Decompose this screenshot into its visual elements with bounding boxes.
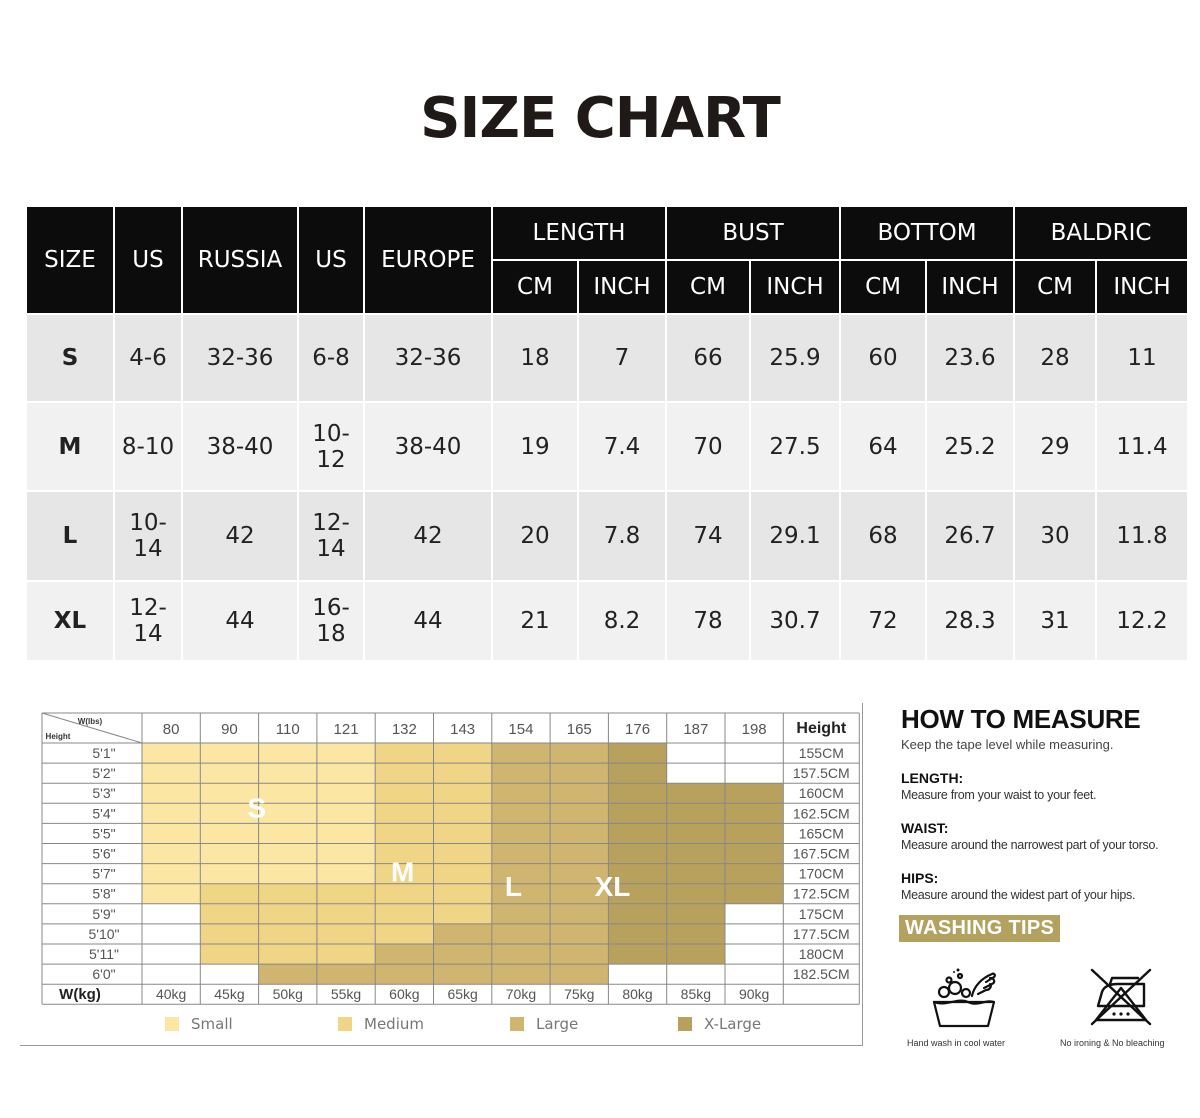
bust-cm-cell: 66 xyxy=(666,314,750,402)
grid-cell xyxy=(550,823,608,843)
hips-label: HIPS: xyxy=(901,870,939,886)
grid-cell xyxy=(317,823,375,843)
lbs-header: 198 xyxy=(741,721,767,738)
grid-cell xyxy=(434,844,492,864)
height-ft-label: 5'10" xyxy=(88,925,120,942)
grid-cell xyxy=(317,783,375,803)
legend-swatch-large xyxy=(510,1017,524,1031)
height-cm-label: 177.5CM xyxy=(792,925,850,942)
grid-cell xyxy=(434,803,492,823)
us-cell-2: 12-14 xyxy=(298,491,364,581)
russia-cell: 32-36 xyxy=(182,314,298,402)
grid-cell xyxy=(259,783,317,803)
baldric-cm-cell: 30 xyxy=(1014,491,1096,581)
grid-cell xyxy=(317,964,375,984)
bottom-inch-cell: 26.7 xyxy=(926,491,1014,581)
grid-cell xyxy=(492,964,550,984)
header-inch: INCH xyxy=(1096,260,1188,314)
grid-cell xyxy=(142,743,200,763)
us-cell: 8-10 xyxy=(114,402,182,491)
grid-cell xyxy=(434,783,492,803)
legend-label: Large xyxy=(536,1015,579,1033)
bust-inch-cell: 27.5 xyxy=(750,402,840,491)
legend-swatch-medium xyxy=(338,1017,352,1031)
kg-label: 70kg xyxy=(505,986,537,1003)
header-cm: CM xyxy=(840,260,926,314)
height-weight-chart xyxy=(20,703,863,1046)
height-cm-label: 155CM xyxy=(798,745,844,761)
grid-cell xyxy=(667,904,725,924)
grid-cell xyxy=(142,884,200,904)
how-to-measure xyxy=(901,704,1200,902)
grid-cell xyxy=(142,844,200,864)
grid-cell xyxy=(434,904,492,924)
grid-cell xyxy=(317,884,375,904)
grid-cell xyxy=(259,823,317,843)
lbs-header: 143 xyxy=(450,721,476,738)
grid-cell xyxy=(142,803,200,823)
grid-cell xyxy=(317,864,375,884)
grid-cell xyxy=(608,964,666,984)
header-inch: INCH xyxy=(750,260,840,314)
grid-cell xyxy=(200,944,258,964)
lbs-header: 154 xyxy=(508,721,534,738)
grid-cell xyxy=(375,823,433,843)
russia-cell: 42 xyxy=(182,491,298,581)
grid-cell xyxy=(434,924,492,944)
grid-cell xyxy=(667,743,725,763)
grid-cell xyxy=(259,944,317,964)
grid-cell xyxy=(667,884,725,904)
bottom-inch-cell: 25.2 xyxy=(926,402,1014,491)
height-cm-label: 180CM xyxy=(798,946,844,962)
corner-lbs-label: W(lbs) xyxy=(77,717,103,726)
grid-cell xyxy=(667,763,725,783)
grid-cell xyxy=(608,783,666,803)
us-cell-2: 6-8 xyxy=(298,314,364,402)
grid-cell xyxy=(434,964,492,984)
height-ft-label: 5'3" xyxy=(92,785,116,802)
legend-swatch-small xyxy=(165,1017,179,1031)
russia-cell: 44 xyxy=(182,581,298,661)
corner-height-label: Height xyxy=(45,732,71,741)
header-baldric: BALDRIC xyxy=(1014,206,1188,260)
grid-cell xyxy=(725,944,783,964)
height-ft-label: 5'2" xyxy=(92,765,116,782)
kg-label: 50kg xyxy=(272,986,303,1003)
grid-cell xyxy=(375,924,433,944)
length-cm-cell: 21 xyxy=(492,581,578,661)
length-inch-cell: 7.8 xyxy=(578,491,666,581)
legend-large xyxy=(510,1015,578,1033)
grid-cell xyxy=(667,944,725,964)
baldric-cm-cell: 29 xyxy=(1014,402,1096,491)
grid-cell xyxy=(375,743,433,763)
grid-cell xyxy=(142,763,200,783)
grid-cell xyxy=(259,884,317,904)
grid-cell xyxy=(725,763,783,783)
grid-cell xyxy=(142,864,200,884)
height-weight-grid xyxy=(20,703,862,1045)
header-europe: EUROPE xyxy=(364,206,492,314)
kg-label: 90kg xyxy=(738,986,770,1003)
length-inch-cell: 7 xyxy=(578,314,666,402)
grid-cell xyxy=(200,823,258,843)
baldric-inch-cell: 12.2 xyxy=(1096,581,1188,661)
grid-cell xyxy=(667,823,725,843)
height-cm-label: 167.5CM xyxy=(792,845,850,862)
header-inch: INCH xyxy=(926,260,1014,314)
grid-cell xyxy=(725,803,783,823)
kg-header: W(kg) xyxy=(59,986,101,1004)
grid-cell xyxy=(667,864,725,884)
bottom-cm-cell: 72 xyxy=(840,581,926,661)
grid-cell xyxy=(608,904,666,924)
region-label-s: S xyxy=(247,792,267,824)
height-cm-label: 175CM xyxy=(798,905,844,922)
grid-cell xyxy=(492,823,550,843)
kg-label: 65kg xyxy=(447,986,478,1003)
header-russia: RUSSIA xyxy=(182,206,298,314)
baldric-inch-cell: 11 xyxy=(1096,314,1188,402)
grid-cell xyxy=(492,803,550,823)
region-label-xl: XL xyxy=(594,870,631,902)
europe-cell: 42 xyxy=(364,491,492,581)
how-to-measure-subtitle: Keep the tape level while measuring. xyxy=(901,737,1114,752)
europe-cell: 44 xyxy=(364,581,492,661)
grid-cell xyxy=(142,944,200,964)
length-inch-cell: 8.2 xyxy=(578,581,666,661)
grid-cell xyxy=(725,783,783,803)
grid-cell xyxy=(492,783,550,803)
height-ft-label: 5'8" xyxy=(92,885,116,902)
grid-cell xyxy=(667,964,725,984)
size-table xyxy=(25,205,1189,662)
height-cm-label: 157.5CM xyxy=(792,765,850,782)
grid-cell xyxy=(200,884,258,904)
legend-label: Small xyxy=(191,1015,233,1033)
no-iron-caption: No ironing & No bleaching xyxy=(1060,1038,1165,1048)
grid-cell xyxy=(608,924,666,944)
legend-label: X-Large xyxy=(704,1015,762,1033)
grid-cell xyxy=(492,904,550,924)
grid-cell xyxy=(259,904,317,924)
length-cm-cell: 19 xyxy=(492,402,578,491)
grid-cell xyxy=(550,944,608,964)
table-row xyxy=(26,314,1188,402)
grid-cell xyxy=(725,924,783,944)
bottom-inch-cell: 28.3 xyxy=(926,581,1014,661)
grid-cell xyxy=(492,743,550,763)
bottom-cm-cell: 68 xyxy=(840,491,926,581)
legend-small xyxy=(165,1015,233,1033)
grid-cell xyxy=(200,964,258,984)
grid-cell xyxy=(317,803,375,823)
lbs-header: 165 xyxy=(566,721,592,738)
height-cm-label: 165CM xyxy=(798,825,844,842)
lbs-header: 80 xyxy=(162,721,180,738)
us-cell-2: 10-12 xyxy=(298,402,364,491)
grid-cell xyxy=(142,823,200,843)
grid-cell xyxy=(725,743,783,763)
lbs-header: 176 xyxy=(625,721,651,738)
washing-tips-title: WASHING TIPS xyxy=(899,915,1060,942)
us-cell: 12-14 xyxy=(114,581,182,661)
grid-cell xyxy=(317,743,375,763)
legend-x-large xyxy=(678,1015,761,1033)
length-description: Measure from your waist to your feet. xyxy=(901,788,1097,802)
size-cell: XL xyxy=(26,581,114,661)
grid-cell xyxy=(492,944,550,964)
height-ft-label: 5'1" xyxy=(92,745,116,761)
height-cm-label: 160CM xyxy=(798,785,844,802)
grid-cell xyxy=(608,763,666,783)
grid-cell xyxy=(259,803,317,823)
height-header: Height xyxy=(796,720,847,737)
header-us: US xyxy=(114,206,182,314)
kg-label: 55kg xyxy=(330,986,362,1003)
europe-cell: 38-40 xyxy=(364,402,492,491)
grid-cell xyxy=(142,924,200,944)
header-inch: INCH xyxy=(578,260,666,314)
lbs-header: 110 xyxy=(275,721,300,738)
grid-cell xyxy=(725,864,783,884)
us-cell: 10-14 xyxy=(114,491,182,581)
grid-cell xyxy=(317,844,375,864)
length-inch-cell: 7.4 xyxy=(578,402,666,491)
size-cell: M xyxy=(26,402,114,491)
grid-cell xyxy=(667,783,725,803)
grid-cell xyxy=(550,924,608,944)
height-ft-label: 5'4" xyxy=(92,805,116,822)
grid-cell xyxy=(550,803,608,823)
length-label: LENGTH: xyxy=(901,770,964,786)
hand-wash-icon xyxy=(928,966,1000,1036)
header-bottom: BOTTOM xyxy=(840,206,1014,260)
length-cm-cell: 20 xyxy=(492,491,578,581)
table-row xyxy=(26,491,1188,581)
hips-description: Measure around the widest part of your hips. xyxy=(901,888,1136,902)
how-to-measure-title: HOW TO MEASURE xyxy=(901,704,1141,734)
grid-cell xyxy=(200,763,258,783)
grid-cell xyxy=(492,924,550,944)
grid-cell xyxy=(317,944,375,964)
bottom-inch-cell: 23.6 xyxy=(926,314,1014,402)
bottom-cm-cell: 64 xyxy=(840,402,926,491)
height-ft-label: 5'11" xyxy=(89,946,119,962)
grid-cell xyxy=(142,904,200,924)
grid-cell xyxy=(725,844,783,864)
kg-label: 75kg xyxy=(564,986,595,1003)
region-label-m: M xyxy=(390,856,415,888)
grid-cell xyxy=(317,763,375,783)
grid-cell xyxy=(725,904,783,924)
grid-cell xyxy=(667,844,725,864)
grid-cell xyxy=(434,944,492,964)
grid-cell xyxy=(725,823,783,843)
grid-cell xyxy=(375,763,433,783)
grid-cell xyxy=(608,743,666,763)
grid-cell xyxy=(550,844,608,864)
grid-cell xyxy=(434,743,492,763)
kg-label: 60kg xyxy=(389,986,420,1003)
size-cell: S xyxy=(26,314,114,402)
grid-cell xyxy=(259,864,317,884)
height-ft-label: 5'5" xyxy=(92,825,116,842)
grid-cell xyxy=(200,743,258,763)
page-title: SIZE CHART xyxy=(420,86,780,151)
kg-label: 80kg xyxy=(622,986,653,1003)
kg-label: 85kg xyxy=(680,986,712,1003)
height-cm-label: 170CM xyxy=(798,865,844,882)
grid-cell xyxy=(550,763,608,783)
lbs-header: 121 xyxy=(333,721,359,738)
waist-label: WAIST: xyxy=(901,820,949,836)
grid-cell xyxy=(725,884,783,904)
baldric-inch-cell: 11.4 xyxy=(1096,402,1188,491)
grid-cell xyxy=(200,844,258,864)
legend-medium xyxy=(338,1015,424,1033)
grid-cell xyxy=(667,803,725,823)
grid-cell xyxy=(434,884,492,904)
height-ft-label: 5'6" xyxy=(92,845,116,862)
grid-cell xyxy=(200,904,258,924)
grid-cell xyxy=(725,964,783,984)
height-ft-label: 5'7" xyxy=(92,865,116,882)
grid-cell xyxy=(317,924,375,944)
grid-cell xyxy=(142,964,200,984)
us-cell-2: 16-18 xyxy=(298,581,364,661)
table-row xyxy=(26,402,1188,491)
grid-cell xyxy=(434,864,492,884)
baldric-cm-cell: 31 xyxy=(1014,581,1096,661)
baldric-cm-cell: 28 xyxy=(1014,314,1096,402)
grid-cell xyxy=(550,783,608,803)
bust-cm-cell: 74 xyxy=(666,491,750,581)
grid-cell xyxy=(200,864,258,884)
bottom-cm-cell: 60 xyxy=(840,314,926,402)
header-cm: CM xyxy=(1014,260,1096,314)
grid-cell xyxy=(608,823,666,843)
grid-cell xyxy=(259,844,317,864)
length-cm-cell: 18 xyxy=(492,314,578,402)
bust-cm-cell: 78 xyxy=(666,581,750,661)
legend-swatch-x-large xyxy=(678,1017,692,1031)
grid-cell xyxy=(259,763,317,783)
grid-cell xyxy=(550,743,608,763)
baldric-inch-cell: 11.8 xyxy=(1096,491,1188,581)
grid-cell xyxy=(434,823,492,843)
bust-inch-cell: 29.1 xyxy=(750,491,840,581)
height-cm-label: 182.5CM xyxy=(792,966,850,983)
grid-cell xyxy=(259,924,317,944)
grid-cell xyxy=(492,844,550,864)
grid-cell xyxy=(492,763,550,783)
header-us-2: US xyxy=(298,206,364,314)
height-cm-label: 162.5CM xyxy=(792,805,850,822)
header-cm: CM xyxy=(666,260,750,314)
bust-cm-cell: 70 xyxy=(666,402,750,491)
region-label-l: L xyxy=(504,870,522,902)
height-cm-label: 172.5CM xyxy=(792,885,850,902)
header-cm: CM xyxy=(492,260,578,314)
europe-cell: 32-36 xyxy=(364,314,492,402)
bust-inch-cell: 30.7 xyxy=(750,581,840,661)
grid-cell xyxy=(375,803,433,823)
kg-label: 40kg xyxy=(155,986,187,1003)
russia-cell: 38-40 xyxy=(182,402,298,491)
grid-cell xyxy=(200,924,258,944)
waist-description: Measure around the narrowest part of your torso. xyxy=(901,838,1159,852)
grid-cell xyxy=(317,904,375,924)
grid-cell xyxy=(375,783,433,803)
grid-cell xyxy=(142,783,200,803)
hand-wash-caption: Hand wash in cool water xyxy=(907,1038,1006,1048)
table-row xyxy=(26,581,1188,661)
lbs-header: 90 xyxy=(221,721,238,738)
legend-label: Medium xyxy=(364,1015,424,1033)
grid-cell xyxy=(434,763,492,783)
grid-cell xyxy=(375,904,433,924)
header-bust: BUST xyxy=(666,206,840,260)
bust-inch-cell: 25.9 xyxy=(750,314,840,402)
grid-cell xyxy=(375,964,433,984)
size-cell: L xyxy=(26,491,114,581)
us-cell: 4-6 xyxy=(114,314,182,402)
grid-cell xyxy=(259,964,317,984)
grid-cell xyxy=(259,743,317,763)
grid-cell xyxy=(375,944,433,964)
grid-cell xyxy=(550,904,608,924)
grid-cell xyxy=(608,803,666,823)
kg-label: 45kg xyxy=(214,986,245,1003)
height-ft-label: 6'0" xyxy=(92,966,116,983)
grid-cell xyxy=(667,924,725,944)
header-size: SIZE xyxy=(26,206,114,314)
grid-cell xyxy=(550,964,608,984)
no-iron-no-bleach-icon xyxy=(1088,966,1154,1032)
lbs-header: 132 xyxy=(391,721,417,738)
grid-cell xyxy=(608,944,666,964)
header-length: LENGTH xyxy=(492,206,666,260)
lbs-header: 187 xyxy=(683,721,709,738)
grid-cell xyxy=(608,844,666,864)
height-ft-label: 5'9" xyxy=(92,905,116,922)
